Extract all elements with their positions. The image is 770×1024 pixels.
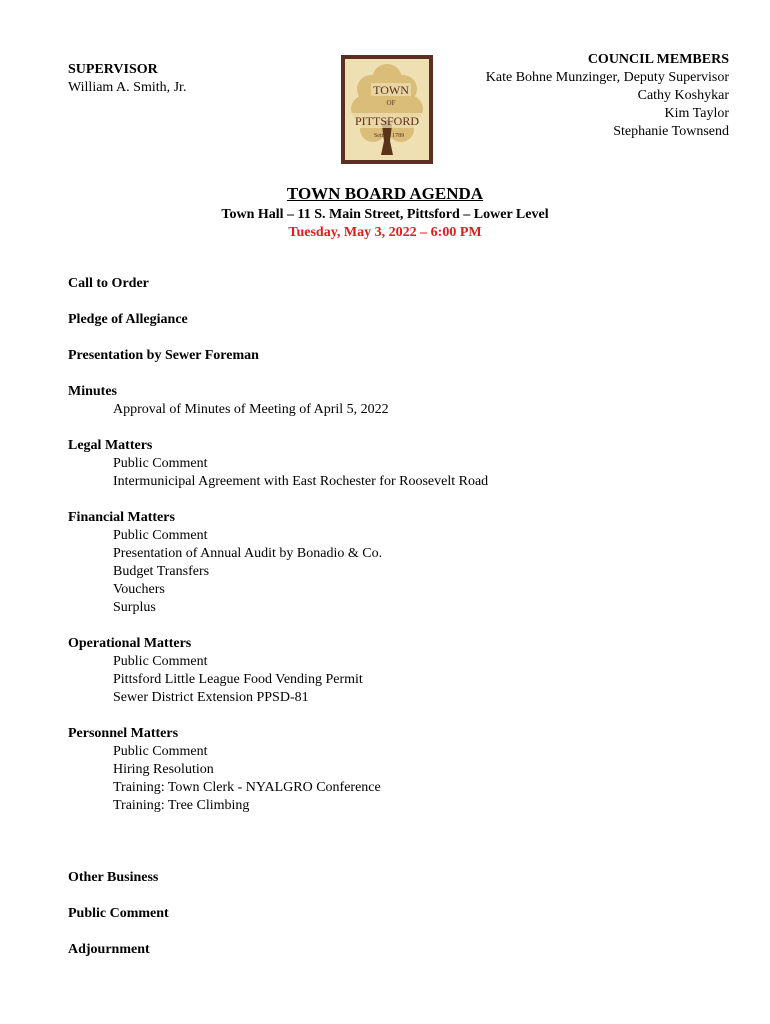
agenda-section [68,905,728,923]
agenda-section [68,941,728,959]
agenda-item: Sewer District Extension PPSD-81 [113,690,309,705]
logo-line4: Settled 1789 [373,133,405,139]
agenda-item: Public Comment [113,456,208,471]
agenda-section [68,275,728,293]
agenda-section-heading: Minutes [68,384,117,399]
agenda-item: Public Comment [113,744,208,759]
supervisor-name: William A. Smith, Jr. [68,80,187,95]
agenda-section-heading: Financial Matters [68,510,175,525]
agenda-item: Hiring Resolution [113,762,214,777]
agenda-item: Surplus [113,600,156,615]
agenda-section-heading: Other Business [68,870,159,885]
agenda-item: Public Comment [113,654,208,669]
agenda-item: Training: Town Clerk - NYALGRO Conference [113,780,381,795]
council-member: Kate Bohne Munzinger, Deputy Supervisor [485,70,729,85]
agenda-item: Presentation of Annual Audit by Bonadio & Co. [113,546,383,561]
page-title: TOWN BOARD AGENDA [286,184,484,203]
agenda-section [68,383,728,419]
meeting-date: Tuesday, May 3, 2022 – 6:00 PM [288,225,482,240]
agenda-section [68,869,728,887]
logo-line2: OF [386,99,396,107]
agenda-item: Budget Transfers [113,564,210,579]
agenda-section-heading: Pledge of Allegiance [68,312,188,327]
agenda-item: Approval of Minutes of Meeting of April 5, 2022 [113,402,389,417]
agenda-section [68,509,728,617]
agenda-section [68,347,728,365]
agenda-item: Intermunicipal Agreement with East Rochester for Roosevelt Road [113,474,489,489]
council-label: COUNCIL MEMBERS [587,52,729,67]
agenda-section [68,725,728,815]
council-member: Cathy Koshykar [637,88,729,103]
agenda-section [68,833,728,851]
agenda-section-heading: Presentation by Sewer Foreman [68,348,259,363]
agenda-section-heading: Legal Matters [68,438,153,453]
agenda-section [68,311,728,329]
agenda-section-heading: Personnel Matters [68,726,179,741]
agenda-section-heading: Public Comment [68,906,169,921]
agenda-list [68,275,728,977]
council-member: Stephanie Townsend [613,124,729,139]
logo-line3: PITTSFORD [354,114,420,128]
agenda-section-heading [68,833,728,851]
council-member: Kim Taylor [664,106,729,121]
agenda-section-heading: Operational Matters [68,636,192,651]
agenda-section [68,437,728,491]
agenda-section [68,635,728,707]
agenda-section-heading: Adjournment [68,942,150,957]
agenda-header [0,184,770,242]
agenda-item: Public Comment [113,528,208,543]
agenda-section-heading: Call to Order [68,276,149,291]
logo-line1: TOWN [373,83,409,97]
council-members-block [486,51,729,141]
supervisor-block [68,61,186,97]
agenda-item: Training: Tree Climbing [113,798,250,813]
town-of-pittsford-logo [341,55,433,164]
supervisor-label: SUPERVISOR [68,62,158,77]
meeting-location: Town Hall – 11 S. Main Street, Pittsford – Lower Level [221,207,549,222]
agenda-item: Vouchers [113,582,165,597]
agenda-item: Pittsford Little League Food Vending Permit [113,672,363,687]
